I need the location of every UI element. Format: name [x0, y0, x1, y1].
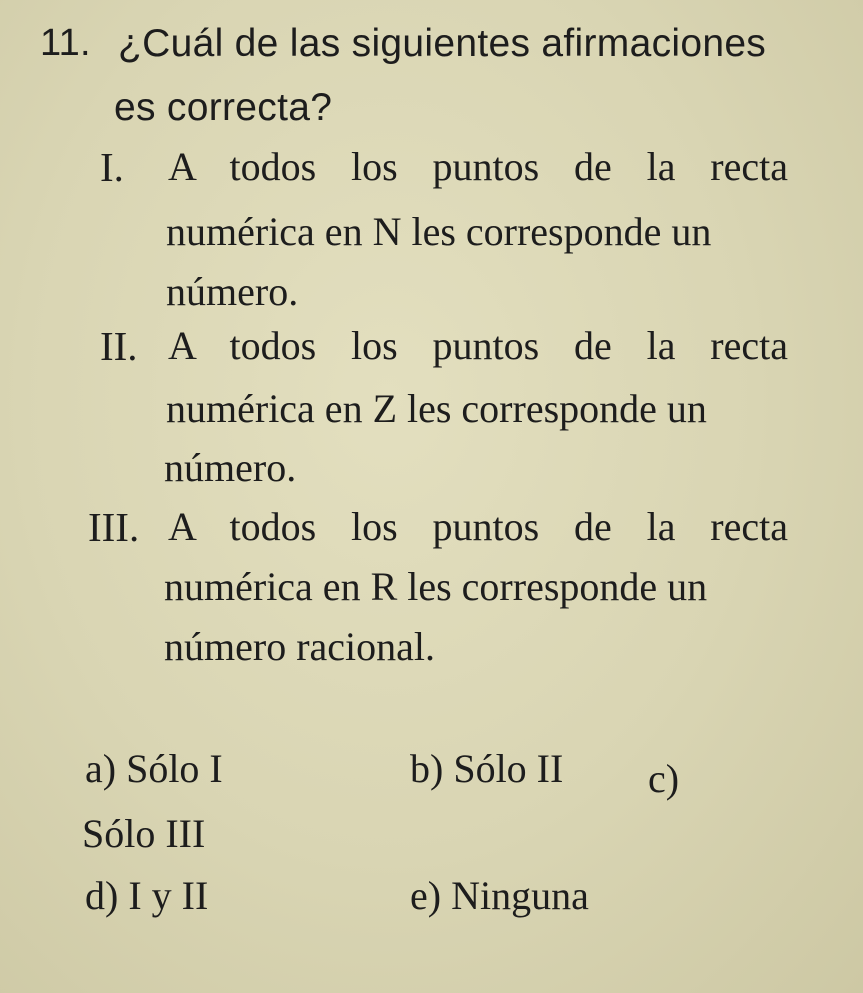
statement-line: A todos los puntos de la recta [168, 504, 788, 549]
question-number: 11. [40, 22, 91, 64]
question-text-line1: ¿Cuál de las siguientes afirmaciones [118, 22, 767, 65]
option-b[interactable]: b) Sólo II [410, 746, 564, 791]
option-c-text[interactable]: Sólo III [82, 811, 206, 856]
statement-line: numérica en Z les corresponde un [166, 386, 707, 431]
question-text-line2: es correcta? [114, 86, 333, 129]
statement-numeral: II. [100, 323, 138, 369]
statement-line: número racional. [164, 624, 435, 669]
option-d[interactable]: d) I y II [85, 873, 209, 918]
option-e[interactable]: e) Ninguna [410, 873, 589, 918]
statement-numeral: I. [100, 144, 124, 190]
statement-line: A todos los puntos de la recta [168, 144, 788, 189]
statement-numeral: III. [88, 504, 140, 550]
statement-line: número. [166, 269, 299, 314]
statement-line: numérica en R les corresponde un [164, 564, 708, 609]
statement-line: A todos los puntos de la recta [168, 323, 788, 368]
option-c-label[interactable]: c) [648, 756, 680, 801]
statement-line: número. [164, 445, 297, 490]
option-a[interactable]: a) Sólo I [85, 746, 223, 791]
statement-line: numérica en N les corresponde un [166, 209, 712, 254]
